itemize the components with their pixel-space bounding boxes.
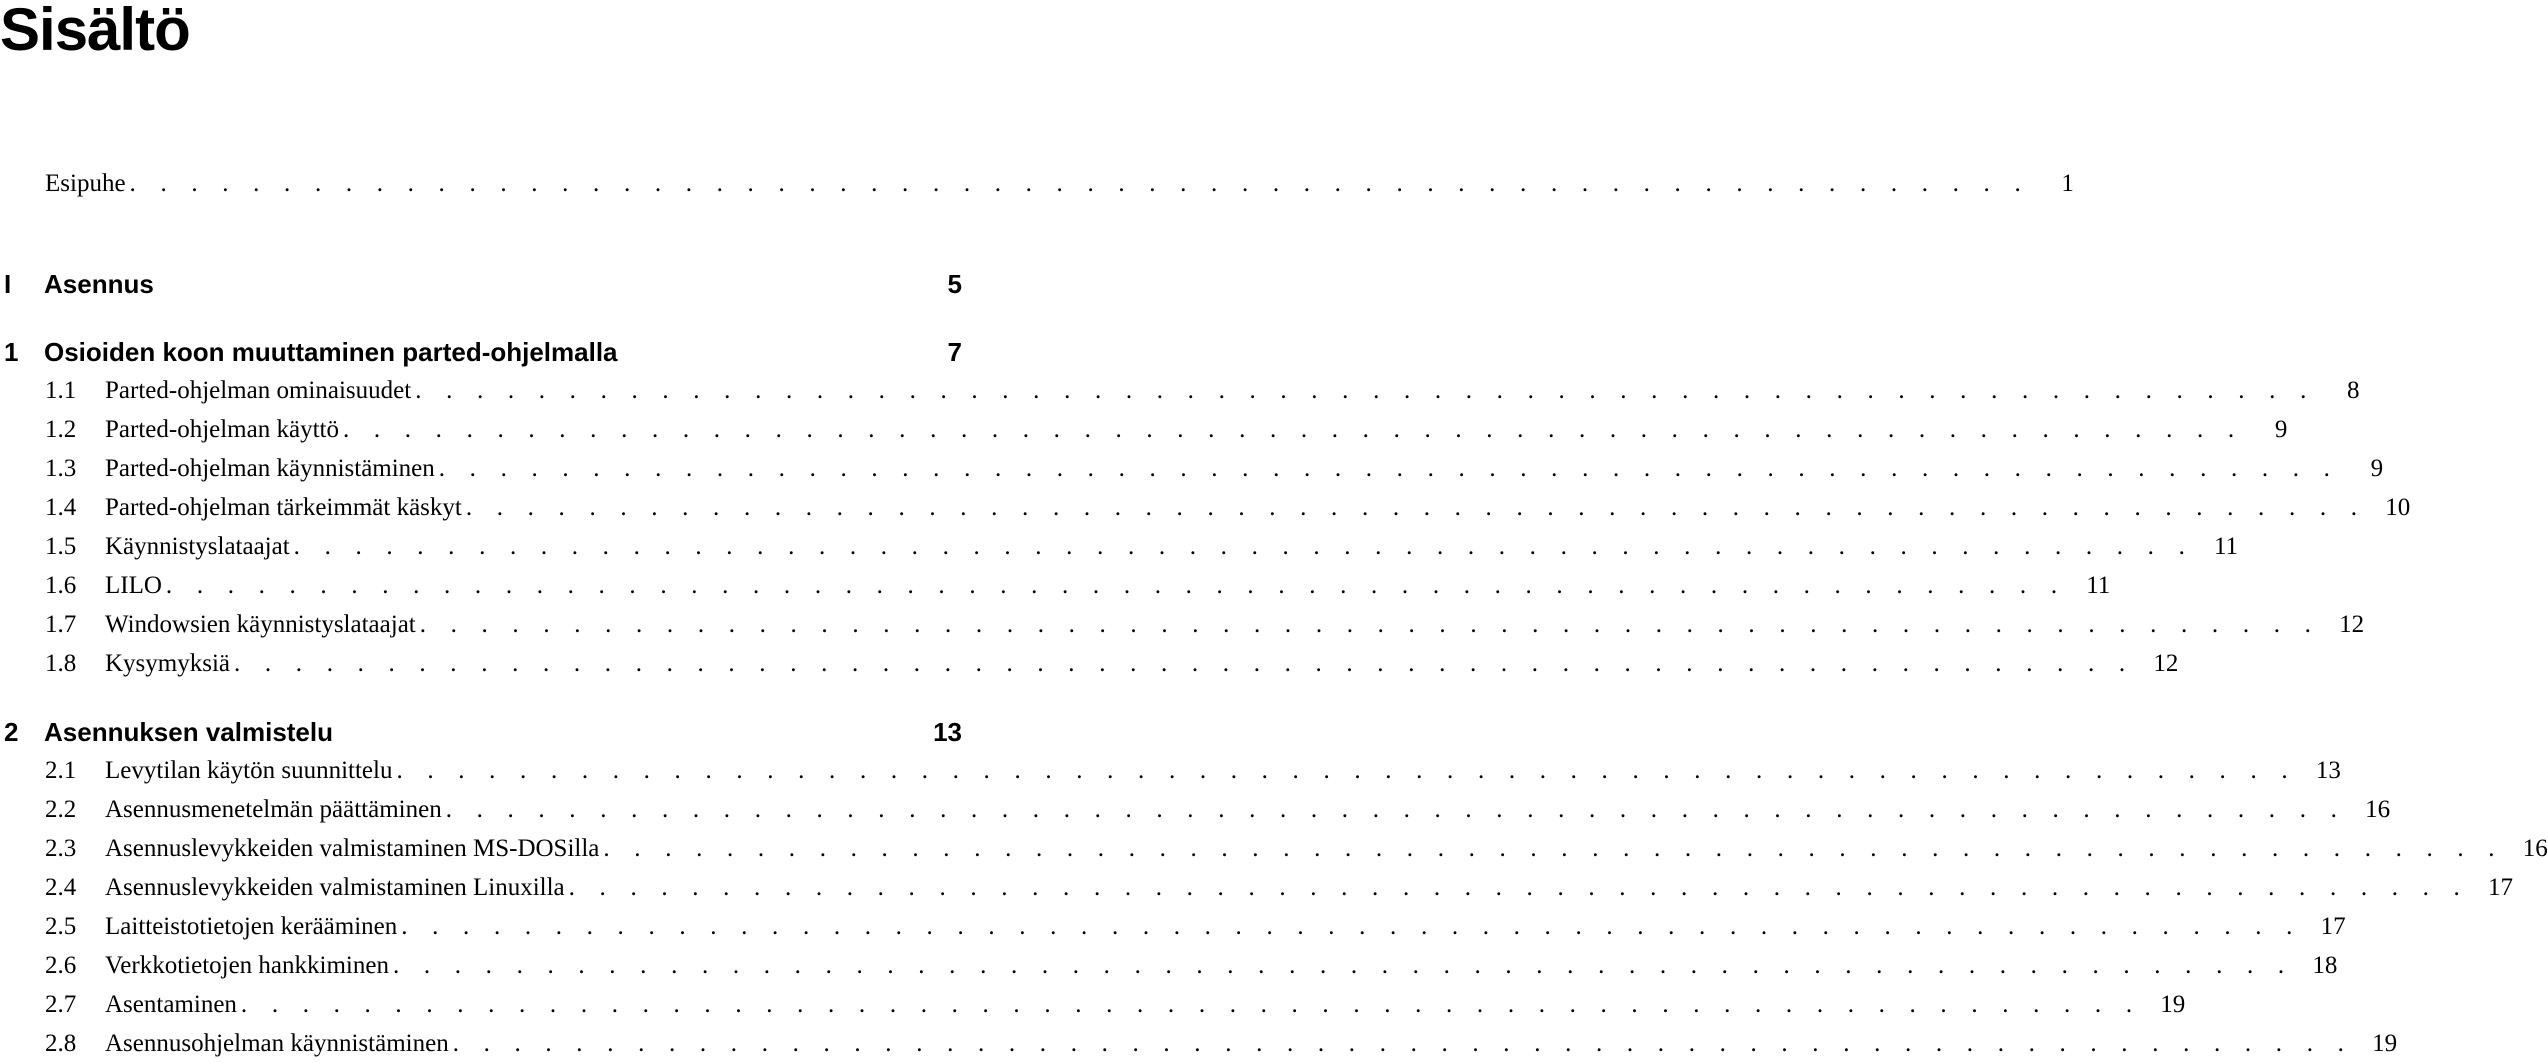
toc-page-number: 12	[2339, 611, 2365, 638]
toc-section-label: Parted-ohjelman ominaisuudet	[105, 377, 412, 404]
toc-section-number: 1.3	[45, 455, 77, 482]
toc-chapter-heading[interactable]	[0, 713, 962, 751]
dot-leader	[439, 451, 2339, 487]
toc-section-label: Levytilan käytön suunnittelu	[105, 757, 393, 784]
toc-section-entry[interactable]	[0, 412, 2288, 448]
dot-leader	[396, 753, 2296, 789]
toc-page-number: 18	[2312, 952, 2338, 979]
toc-section-label: Asentaminen	[105, 991, 237, 1018]
toc-chapter-label: Asennuksen valmistelu	[44, 717, 333, 747]
dot-leader	[343, 412, 2243, 448]
dot-leader	[393, 948, 2293, 984]
toc-section-number: 1.8	[45, 650, 77, 677]
toc-section-label: Asennuslevykkeiden valmistaminen MS-DOSilla	[105, 835, 600, 862]
toc-section-entry[interactable]	[0, 909, 2346, 945]
dot-leader	[569, 870, 2469, 906]
toc-section-entry[interactable]	[0, 987, 2186, 1023]
toc-section-label: Kysymyksiä	[105, 650, 230, 677]
toc-part-label: Asennus	[44, 269, 154, 299]
page-title: Sisältö	[0, 0, 190, 63]
toc-page-number: 16	[2365, 796, 2391, 823]
toc-section-entry[interactable]	[0, 373, 2360, 409]
toc-section-entry[interactable]	[0, 451, 2384, 487]
toc-section-entry[interactable]	[0, 948, 2338, 984]
toc-page-number: 19	[2372, 1030, 2398, 1057]
dot-leader	[466, 490, 2366, 526]
toc-section-entry[interactable]	[0, 529, 2239, 565]
toc-page-number: 9	[2370, 455, 2384, 482]
toc-chapter-heading[interactable]	[0, 333, 962, 371]
dot-leader	[415, 373, 2315, 409]
toc-page-number: 17	[2488, 874, 2513, 901]
toc-page-number: 16	[2522, 835, 2548, 862]
toc-section-number: 2.3	[45, 835, 77, 862]
dot-leader	[234, 646, 2134, 682]
toc-page-number: 8	[2347, 377, 2360, 404]
toc-section-entry[interactable]	[0, 870, 2513, 906]
toc-section-number: 1.7	[45, 611, 77, 638]
toc-section-number: 1.2	[45, 416, 77, 443]
dot-leader	[603, 831, 2503, 867]
toc-section-number: 2.2	[45, 796, 77, 823]
toc-section-label: Parted-ohjelman käynnistäminen	[105, 455, 435, 482]
dot-leader	[401, 909, 2301, 945]
toc-section-label: Asennusohjelman käynnistäminen	[105, 1030, 449, 1057]
toc-page-number: 12	[2153, 650, 2179, 677]
toc-chapter-number: 2	[4, 717, 19, 747]
toc-section-number: 1.5	[45, 533, 77, 560]
toc-section-entry[interactable]	[0, 792, 2391, 828]
dot-leader	[446, 792, 2346, 828]
toc-page-number: 11	[2213, 533, 2239, 560]
toc-section-label: Windowsien käynnistyslataajat	[105, 611, 416, 638]
toc-page-number: 13	[2315, 757, 2341, 784]
toc-section-number: 2.7	[45, 991, 77, 1018]
toc-section-label: Parted-ohjelman tärkeimmät käskyt	[105, 494, 462, 521]
dot-leader	[294, 529, 2194, 565]
dot-leader	[241, 987, 2141, 1023]
toc-section-number: 2.6	[45, 952, 77, 979]
toc-section-entry[interactable]	[0, 490, 2411, 526]
toc-section-number: 2.5	[45, 913, 77, 940]
toc-entry-preface[interactable]	[0, 166, 2074, 202]
toc-chapter-label: Osioiden koon muuttaminen parted-ohjelmalla	[44, 337, 618, 367]
toc-section-entry[interactable]	[0, 568, 2111, 604]
toc-section-number: 2.8	[45, 1030, 77, 1057]
toc-section-entry[interactable]	[0, 831, 2548, 867]
toc-section-label: Laitteistotietojen kerääminen	[105, 913, 398, 940]
toc-section-entry[interactable]	[0, 1026, 2398, 1062]
toc-page-number: 7	[947, 337, 962, 367]
toc-section-number: 2.1	[45, 757, 77, 784]
toc-section-label: LILO	[105, 572, 162, 599]
toc-section-label: Asennuslevykkeiden valmistaminen Linuxilla	[105, 874, 565, 901]
toc-section-label: Verkkotietojen hankkiminen	[105, 952, 389, 979]
toc-chapter-number: 1	[4, 337, 19, 367]
toc-entry-label: Esipuhe	[45, 170, 126, 197]
toc-page-number: 10	[2385, 494, 2411, 521]
toc-page-number: 13	[933, 717, 962, 747]
toc-part-number: I	[4, 269, 12, 299]
dot-leader	[453, 1026, 2353, 1062]
toc-page-number: 11	[2086, 572, 2111, 599]
toc-section-entry[interactable]	[0, 646, 2179, 682]
toc-page-number: 9	[2274, 416, 2288, 443]
toc-section-label: Käynnistyslataajat	[105, 533, 290, 560]
toc-section-entry[interactable]	[0, 753, 2341, 789]
toc-page-number: 1	[2061, 170, 2074, 197]
toc-section-label: Asennusmenetelmän päättäminen	[105, 796, 442, 823]
toc-section-entry[interactable]	[0, 607, 2365, 643]
toc-section-label: Parted-ohjelman käyttö	[105, 416, 339, 443]
dot-leader	[420, 607, 2320, 643]
dot-leader	[130, 166, 2030, 202]
toc-section-number: 1.1	[45, 377, 77, 404]
toc-page-number: 5	[947, 269, 962, 299]
toc-page-number: 19	[2160, 991, 2186, 1018]
toc-section-number: 1.4	[45, 494, 77, 521]
toc-page-number: 17	[2320, 913, 2346, 940]
toc-part-heading[interactable]	[0, 265, 962, 303]
toc-section-number: 2.4	[45, 874, 77, 901]
toc-section-number: 1.6	[45, 572, 77, 599]
dot-leader	[166, 568, 2066, 604]
